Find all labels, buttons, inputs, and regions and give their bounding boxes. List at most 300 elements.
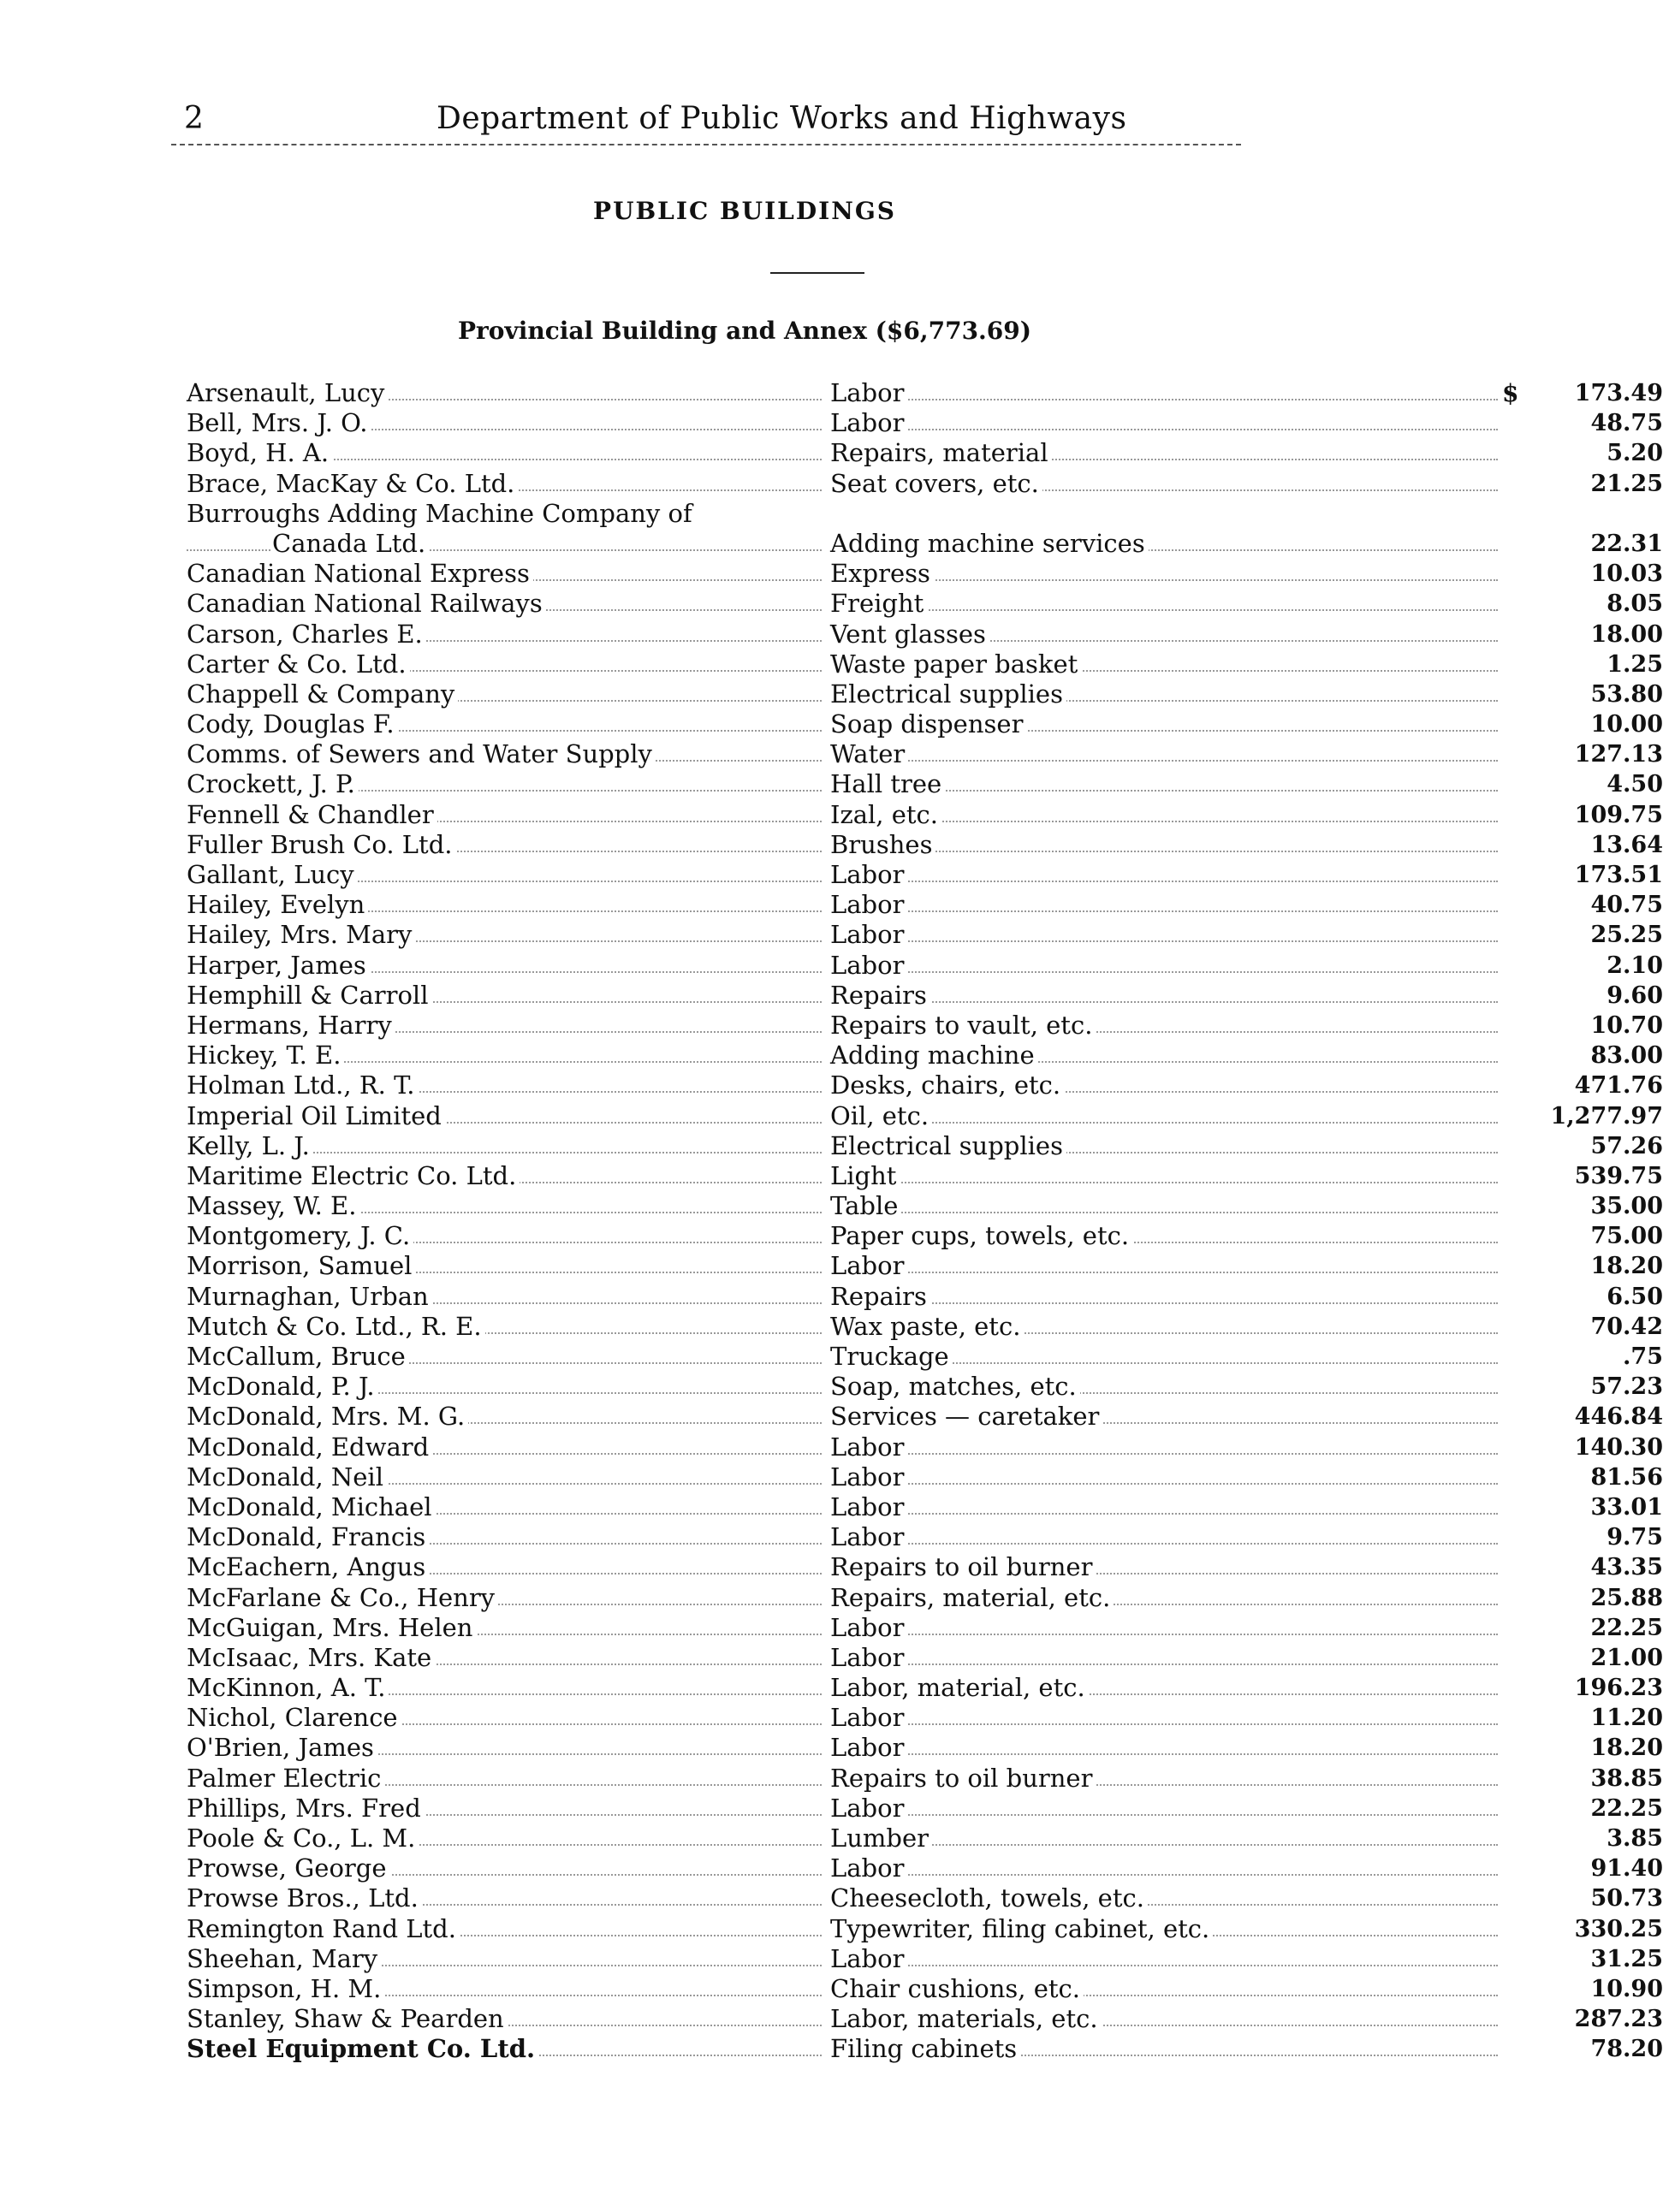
table-row [187,1522,1663,1552]
table-row [187,1281,1663,1312]
table-row [187,1462,1663,1492]
amount-cell: 78.20 [1590,2036,1663,2063]
payee-cell [187,1764,822,1794]
table-row [187,2034,1663,2064]
description-text: Desks, chairs, etc. [830,1070,1064,1100]
amount-cell: 13.64 [1590,831,1663,858]
table-row [187,1913,1663,1944]
description-cell [830,1824,1498,1853]
description-cell [830,1221,1498,1251]
payee-cell [187,679,822,709]
description-text: Labor [830,1944,907,1973]
amount-cell: 22.25 [1590,1794,1663,1822]
description-cell [830,830,1498,860]
amount-cell: .75 [1623,1343,1663,1371]
payee-name: McDonald, P. J. [187,1372,378,1401]
description-cell [830,1282,1498,1312]
description-cell [830,589,1498,619]
payee-cell [187,830,822,860]
amount-cell: 3.85 [1607,1825,1663,1853]
payee-cell [187,1131,822,1161]
description-text: Labor [830,378,907,407]
description-text: Adding machine services [830,529,1149,558]
payee-cell [187,1853,822,1883]
description-text: Electrical supplies [830,1131,1066,1160]
payee-name: Stanley, Shaw & Pearden [187,2004,508,2033]
payee-cell [187,1522,822,1552]
payee-name: Bell, Mrs. J. O. [187,408,371,437]
payee-name: Sheehan, Mary [187,1944,381,1973]
amount-cell: 9.60 [1607,981,1663,1009]
table-row [187,980,1663,1011]
description-text: Repairs, material [830,438,1052,467]
table-row [187,890,1663,920]
payee-name: Fennell & Chandler [187,800,437,829]
payee-cell [187,1824,822,1853]
description-cell [830,529,1498,559]
description-text: Repairs to vault, etc. [830,1011,1096,1040]
table-row [187,950,1663,981]
description-cell [830,800,1498,830]
payee-cell [187,860,822,890]
payee-cell [187,499,822,559]
payee-cell [187,1041,822,1070]
amount-cell: 1.25 [1607,650,1663,678]
amount-cell: 50.73 [1590,1885,1663,1913]
description-cell [830,2004,1498,2034]
description-text: Vent glasses [830,620,989,649]
description-cell [830,1312,1498,1342]
description-text: Repairs to oil burner [830,1552,1096,1581]
amount-cell: 70.42 [1590,1313,1663,1340]
amount-cell: 8.05 [1607,590,1663,618]
table-row [187,498,1663,559]
payee-cell [187,1161,822,1191]
table-row [187,860,1663,890]
table-row [187,438,1663,468]
table-row [187,1070,1663,1100]
description-cell [830,1703,1498,1733]
payee-name: Steel Equipment Co. Ltd. [187,2034,538,2063]
description-cell [830,2034,1498,2064]
description-cell [830,469,1498,499]
section-subtitle: Provincial Building and Annex ($6,773.69) [457,317,1032,345]
description-cell [830,1583,1498,1613]
payee-cell [187,1552,822,1582]
payee-name: Brace, MacKay & Co. Ltd. [187,469,518,498]
payee-name: Imperial Oil Limited [187,1101,445,1130]
description-text: Seat covers, etc. [830,469,1042,498]
description-cell [830,378,1498,408]
table-row [187,1041,1663,1070]
payee-name: Crockett, J. P. [187,769,359,798]
description-cell [830,1974,1498,2004]
payee-name: Montgomery, J. C. [187,1221,413,1250]
description-text: Services — caretaker [830,1402,1102,1431]
payee-cell [187,620,822,649]
description-cell [830,1070,1498,1100]
description-cell [830,1914,1498,1944]
amount-cell: 9.75 [1607,1524,1663,1551]
table-row [187,1763,1663,1794]
amount-cell: 5.20 [1607,440,1663,467]
payee-cell [187,1342,822,1372]
expenditure-table [187,378,1663,2065]
table-row [187,1612,1663,1643]
payee-name: McDonald, Mrs. M. G. [187,1402,468,1431]
amount-cell: 140.30 [1574,1433,1663,1461]
description-text: Waste paper basket [830,649,1081,679]
table-row [187,1943,1663,1974]
payee-name: Comms. of Sewers and Water Supply [187,739,656,768]
description-text: Paper cups, towels, etc. [830,1221,1132,1250]
payee-name: McDonald, Francis [187,1522,429,1551]
description-cell [830,1853,1498,1883]
payee-cell [187,1914,822,1944]
table-row [187,1673,1663,1703]
description-cell [830,1101,1498,1131]
payee-cell [187,1312,822,1342]
description-cell [830,620,1498,649]
payee-cell [187,890,822,920]
payee-name: McDonald, Michael [187,1492,436,1521]
payee-cell [187,1613,822,1643]
description-cell [830,981,1498,1011]
amount-cell: 43.35 [1590,1554,1663,1581]
table-row [187,1432,1663,1462]
description-text: Labor [830,860,907,889]
payee-name: Fuller Brush Co. Ltd. [187,830,456,859]
amount-cell: 21.25 [1590,470,1663,497]
amount-cell: 40.75 [1590,892,1663,919]
payee-cell [187,589,822,619]
description-cell [830,1883,1498,1913]
description-text: Cheesecloth, towels, etc. [830,1883,1148,1913]
payee-cell [187,1070,822,1100]
description-text: Typewriter, filing cabinet, etc. [830,1914,1213,1943]
table-row [187,1311,1663,1342]
table-row [187,1372,1663,1402]
table-row [187,589,1663,619]
amount-cell: 91.40 [1590,1855,1663,1883]
description-cell [830,1673,1498,1703]
table-row [187,739,1663,769]
table-row [187,829,1663,860]
amount-cell: 10.90 [1590,1975,1663,2002]
description-text: Labor [830,1432,907,1462]
amount-cell: 31.25 [1590,1945,1663,1972]
description-text: Wax paste, etc. [830,1312,1024,1341]
description-text: Labor [830,1613,907,1642]
header-divider [171,144,1241,145]
amount-cell: 25.25 [1590,922,1663,949]
description-text: Labor [830,1522,907,1551]
description-text: Repairs [830,981,930,1010]
description-text: Labor [830,1794,907,1823]
description-cell [830,438,1498,468]
amount-cell: 25.88 [1590,1584,1663,1611]
payee-cell [187,469,822,499]
payee-name: McFarlane & Co., Henry [187,1583,498,1612]
payee-name: Gallant, Lucy [187,860,358,889]
amount-cell: 446.84 [1574,1403,1663,1431]
table-row [187,769,1663,799]
payee-cell [187,408,822,438]
description-cell [830,890,1498,920]
payee-cell [187,1402,822,1432]
payee-cell [187,1191,822,1221]
description-cell [830,408,1498,438]
table-row [187,378,1663,408]
payee-cell [187,559,822,589]
payee-name: Hailey, Mrs. Mary [187,920,415,949]
amount-cell: 6.50 [1607,1283,1663,1310]
amount-cell: 173.49 [1574,380,1663,406]
payee-name: McKinnon, A. T. [187,1673,389,1702]
description-cell [830,1552,1498,1582]
description-text: Hall tree [830,769,945,798]
table-row [187,468,1663,499]
description-cell [830,1372,1498,1402]
description-cell [830,1342,1498,1372]
description-text: Labor [830,408,907,437]
amount-cell: 21.00 [1590,1644,1663,1671]
payee-cell [187,951,822,981]
payee-name: Kelly, L. J. [187,1131,313,1160]
table-row [187,1642,1663,1673]
amount-cell: 539.75 [1574,1162,1663,1189]
description-text: Labor [830,1251,907,1280]
payee-cell [187,1492,822,1522]
table-row [187,408,1663,438]
payee-cell [187,1883,822,1913]
description-text: Adding machine [830,1041,1038,1070]
payee-cell [187,378,822,408]
table-row [187,1883,1663,1913]
payee-name: Poole & Co., L. M. [187,1824,419,1853]
payee-name: Holman Ltd., R. T. [187,1070,418,1100]
description-text: Labor [830,1733,907,1762]
amount-cell: 75.00 [1590,1223,1663,1250]
description-cell [830,649,1498,679]
payee-cell [187,920,822,950]
payee-cell [187,800,822,830]
page-header-title: Department of Public Works and Highways [437,101,1127,136]
description-cell [830,1944,1498,1974]
description-cell [830,1613,1498,1643]
description-text: Soap, matches, etc. [830,1372,1080,1401]
table-row [187,1703,1663,1733]
payee-name: McIsaac, Mrs. Kate [187,1643,435,1672]
table-row [187,799,1663,830]
payee-name: Canadian National Express [187,559,533,588]
description-text: Brushes [830,830,935,859]
description-cell [830,1432,1498,1462]
payee-cell [187,769,822,799]
description-text: Freight [830,589,927,618]
amount-cell: 4.50 [1607,771,1663,798]
table-row [187,1402,1663,1432]
payee-name: McCallum, Bruce [187,1342,409,1371]
description-text: Labor [830,890,907,919]
description-cell [830,1251,1498,1281]
description-text: Labor [830,951,907,980]
table-row [187,920,1663,950]
payee-cell [187,1251,822,1281]
table-row [187,1491,1663,1522]
payee-name: McEachern, Angus [187,1552,429,1581]
table-row [187,1191,1663,1221]
payee-cell [187,1462,822,1492]
description-cell [830,1131,1498,1161]
table-row [187,1733,1663,1763]
payee-cell [187,438,822,468]
amount-cell: 10.70 [1590,1011,1663,1039]
description-text: Repairs, material, etc. [830,1583,1114,1612]
payee-cell [187,2004,822,2034]
payee-name: Prowse, George [187,1853,390,1883]
amount-cell: 35.00 [1590,1193,1663,1220]
description-text: Repairs to oil burner [830,1764,1096,1793]
table-row [187,1793,1663,1824]
payee-cell [187,1733,822,1763]
description-cell [830,920,1498,950]
description-cell [830,1643,1498,1673]
payee-name: Nichol, Clarence [187,1703,401,1732]
amount-cell: 287.23 [1574,2006,1663,2033]
payee-cell [187,1944,822,1974]
amount-cell: 83.00 [1590,1042,1663,1070]
amount-cell: 109.75 [1574,801,1663,828]
section-divider [770,272,864,274]
description-cell [830,1161,1498,1191]
table-row [187,1853,1663,1883]
table-row [187,679,1663,709]
description-text: Table [830,1191,901,1220]
payee-cell [187,1703,822,1733]
payee-name: Burroughs Adding Machine Company of [187,498,692,528]
description-cell [830,739,1498,769]
table-row [187,619,1663,649]
payee-name: Carter & Co. Ltd. [187,649,410,679]
description-text: Soap dispenser [830,709,1026,738]
payee-cell [187,1432,822,1462]
description-text: Labor [830,1703,907,1732]
description-cell [830,1462,1498,1492]
payee-name: Canadian National Railways [187,589,546,618]
table-row [187,2004,1663,2034]
amount-cell: 173.51 [1574,862,1663,889]
description-cell [830,1733,1498,1763]
amount-cell: 18.00 [1590,620,1663,648]
currency-symbol: $ [1502,379,1519,407]
description-text: Chair cushions, etc. [830,1974,1084,2003]
amount-cell: 22.25 [1590,1614,1663,1641]
description-cell [830,769,1498,799]
description-text: Labor [830,1462,907,1491]
amount-cell: 57.23 [1590,1373,1663,1401]
payee-name: McDonald, Neil [187,1462,387,1491]
payee-name: Harper, James [187,951,370,980]
description-text: Labor [830,1853,907,1883]
description-cell [830,559,1498,589]
payee-cell [187,1794,822,1824]
payee-name: Mutch & Co. Ltd., R. E. [187,1312,485,1341]
description-text: Izal, etc. [830,800,941,829]
payee-name: Palmer Electric [187,1764,384,1793]
payee-name: Phillips, Mrs. Fred [187,1794,425,1823]
description-text: Light [830,1161,900,1190]
amount-cell: 33.01 [1590,1493,1663,1521]
amount-cell: 18.20 [1590,1253,1663,1280]
payee-name: Murnaghan, Urban [187,1282,432,1311]
amount-cell: 81.56 [1590,1463,1663,1491]
description-cell [830,1492,1498,1522]
description-cell [830,1522,1498,1552]
payee-name: McGuigan, Mrs. Helen [187,1613,476,1642]
payee-cell [187,1673,822,1703]
description-cell [830,1191,1498,1221]
table-row [187,1010,1663,1041]
payee-name: Arsenault, Lucy [187,378,388,407]
payee-name: Carson, Charles E. [187,620,426,649]
description-cell [830,1011,1498,1041]
description-text: Filing cabinets [830,2034,1020,2063]
description-text: Truckage [830,1342,953,1371]
description-text: Express [830,559,934,588]
description-text: Labor [830,1643,907,1672]
payee-name-continued: Canada Ltd. [272,529,429,558]
payee-cell [187,739,822,769]
payee-name: McDonald, Edward [187,1432,432,1462]
payee-name: Hailey, Evelyn [187,890,368,919]
payee-cell [187,2034,822,2064]
table-row [187,1100,1663,1131]
payee-name: Massey, W. E. [187,1191,359,1220]
payee-name: Boyd, H. A. [187,438,332,467]
page-number: 2 [184,101,204,136]
amount-cell: 127.13 [1574,741,1663,768]
payee-cell [187,1583,822,1613]
amount-cell: 18.20 [1590,1735,1663,1762]
payee-cell [187,1372,822,1402]
amount-cell: 1,277.97 [1550,1102,1663,1130]
payee-name: O'Brien, James [187,1733,377,1762]
table-row [187,1160,1663,1191]
payee-cell [187,1974,822,2004]
description-text: Labor, materials, etc. [830,2004,1102,2033]
table-row [187,1221,1663,1251]
amount-cell: 2.10 [1607,952,1663,979]
amount-cell: 11.20 [1590,1705,1663,1732]
description-cell [830,1402,1498,1432]
payee-name: Remington Rand Ltd. [187,1914,460,1943]
description-text: Lumber [830,1824,932,1853]
description-cell [830,679,1498,709]
payee-name: Morrison, Samuel [187,1251,415,1280]
description-text: Labor [830,1492,907,1521]
amount-cell: 10.00 [1590,711,1663,738]
amount-cell: 38.85 [1590,1764,1663,1792]
payee-cell [187,1643,822,1673]
description-cell [830,709,1498,739]
payee-name: Cody, Douglas F. [187,709,398,738]
section-title: PUBLIC BUILDINGS [593,197,896,225]
payee-cell [187,709,822,739]
amount-cell: 471.76 [1574,1072,1663,1100]
table-row [187,1582,1663,1613]
amount-cell: 22.31 [1590,530,1663,557]
